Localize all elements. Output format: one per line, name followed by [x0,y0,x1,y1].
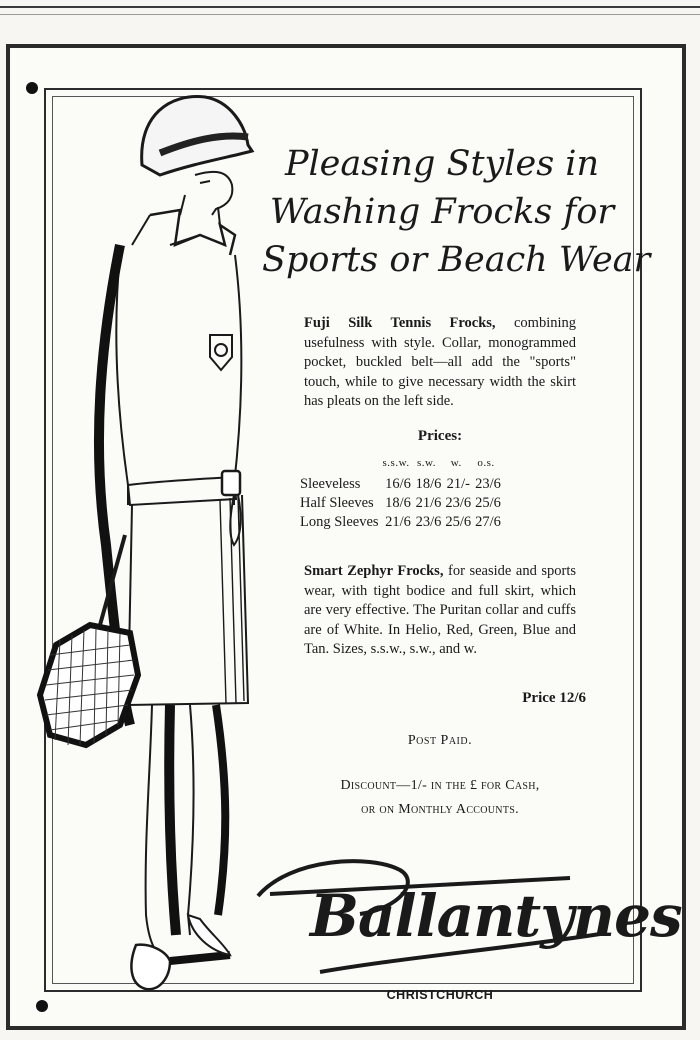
price-cell: 23/6 [415,514,442,530]
zephyr-name: Smart Zephyr Frocks, [304,563,444,579]
row-label: Long Sleeves [300,514,379,530]
price-cell: 23/6 [475,476,501,492]
heading-line-2: Washing Frocks for [269,192,615,232]
price-table-header [300,454,503,475]
ballantynes-logo [250,848,682,978]
fuji-name: Fuji Silk Tennis Frocks, [304,315,496,331]
discount-note [270,774,610,822]
top-rule [0,6,700,8]
price-cell: 23/6 [445,495,472,511]
prices-heading: Prices: [417,428,463,444]
zephyr-text: for seaside and sports wear, with tight bodice and full skirt, which are very effective. The Puritan collar and cuffs are of White. In Helio, Red, Green, Blue and Tan. Sizes, s.s.w., s.w., and w. [304,563,577,657]
table-row [300,475,503,494]
heading-line-3: Sports or Beach Wear [262,240,651,280]
row-label: Half Sleeves [300,495,374,511]
table-row [300,513,503,532]
price-table [300,454,503,532]
price-cell: 25/6 [445,514,472,530]
col-os: o.s. [477,457,495,469]
heading-line-1: Pleasing Styles in [284,144,600,184]
zephyr-price: Price 12/6 [522,690,586,706]
fuji-text: combining usefulness with style. Collar, monogrammed pocket, buckled belt—all add the "sports" touch, while to give necessary width the skirt has pleats on the left side. [304,315,577,409]
price-cell: 21/- [446,476,470,492]
price-cell: 27/6 [475,514,501,530]
fuji-description [304,314,576,412]
col-sw: s.w. [416,457,436,469]
price-cell: 21/6 [415,495,442,511]
city-name: CHRISTCHURCH [386,988,494,1002]
post-paid-note: Post Paid. [407,733,473,748]
col-ssw: s.s.w. [382,457,410,469]
advert-heading [262,140,651,284]
price-cell: 21/6 [385,514,411,530]
price-cell: 18/6 [415,476,442,492]
price-cell: 18/6 [385,495,411,511]
discount-line-2: or on Monthly Accounts. [361,802,519,817]
logo-text: Ballantynes [310,882,682,950]
price-cell: 16/6 [385,476,411,492]
zephyr-description [304,562,576,660]
table-row [300,494,503,513]
row-label: Sleeveless [300,476,361,492]
discount-line-1: Discount—1/- in the £ for Cash, [340,778,540,793]
col-w: w. [450,457,462,469]
price-cell: 25/6 [475,495,501,511]
top-rule-thin [0,14,700,15]
